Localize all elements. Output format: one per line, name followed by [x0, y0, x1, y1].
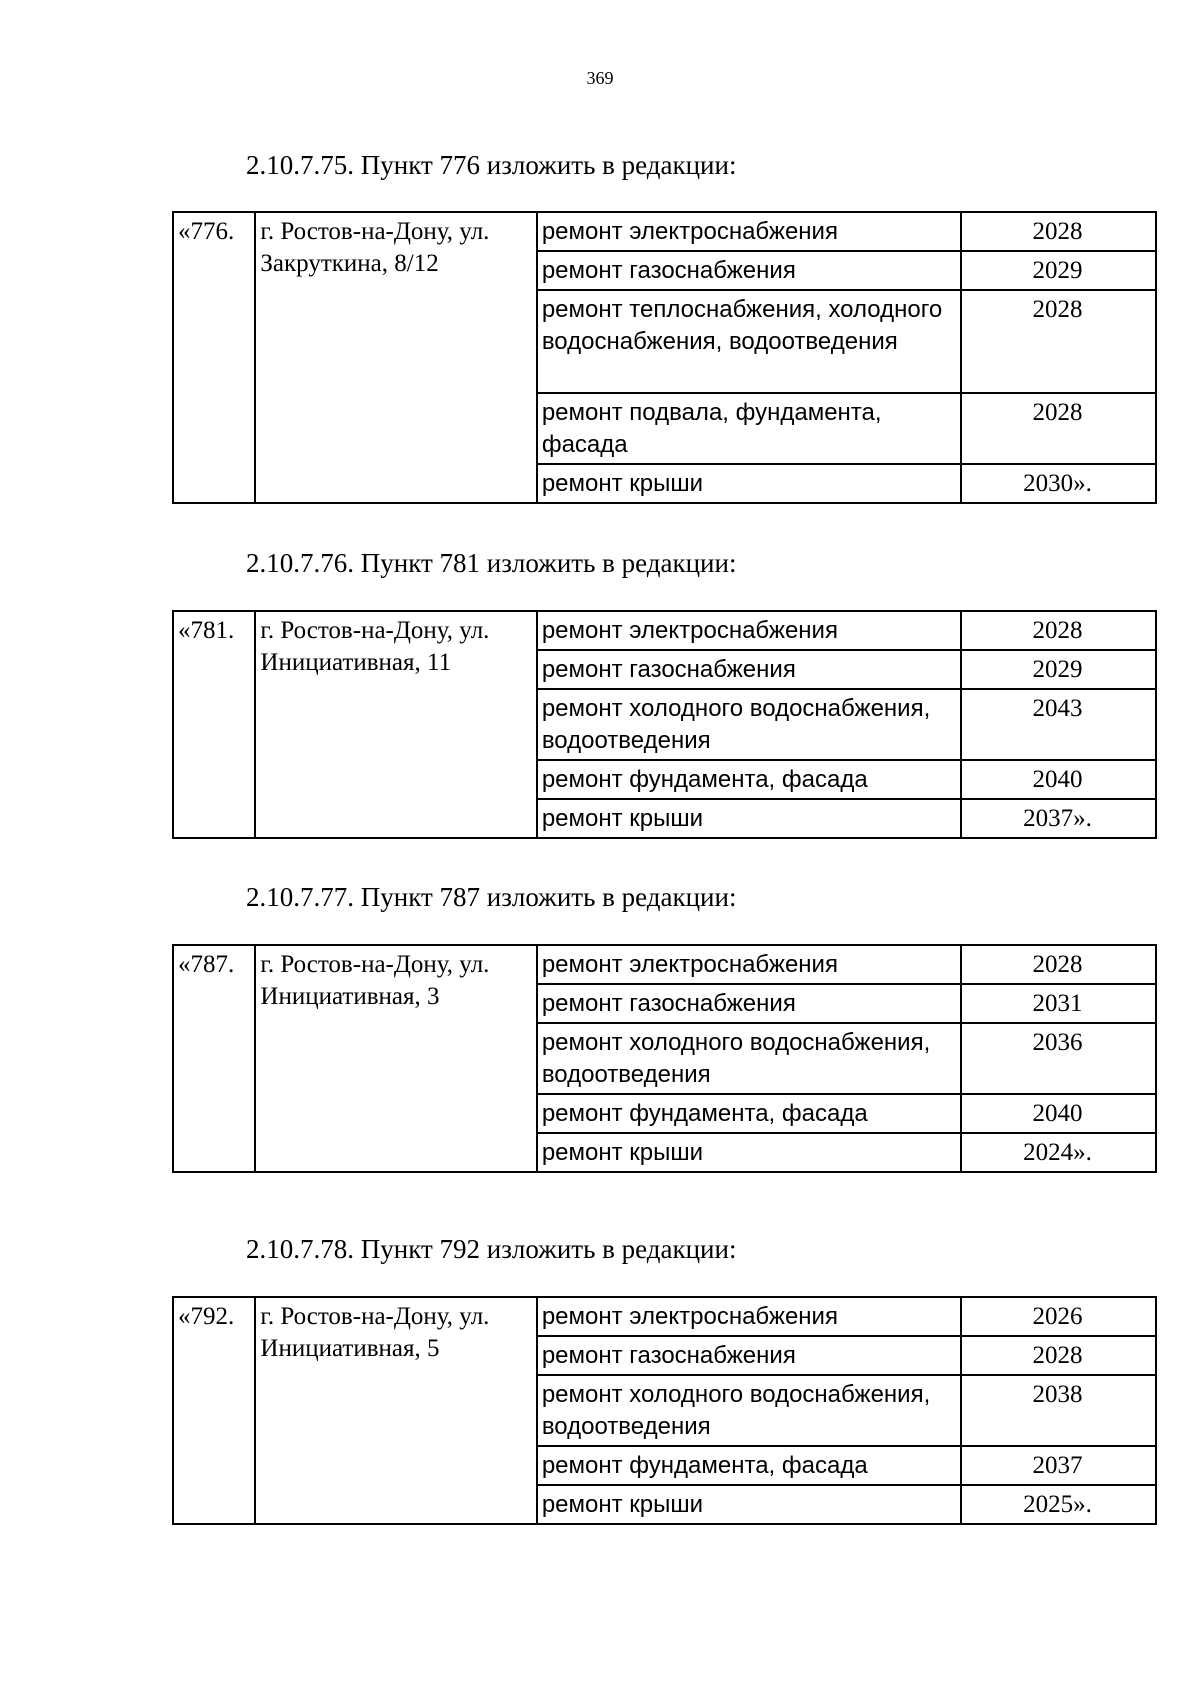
item-address: г. Ростов-на-Дону, ул. Инициативная, 3 — [255, 945, 536, 1172]
work-cell: ремонт электроснабжения — [537, 611, 961, 650]
item-address: г. Ростов-на-Дону, ул. Закруткина, 8/12 — [255, 212, 536, 503]
work-cell: ремонт газоснабжения — [537, 650, 961, 689]
year-cell: 2028 — [961, 393, 1156, 464]
table-row — [173, 945, 1156, 984]
work-cell: ремонт крыши — [537, 799, 961, 838]
section-heading: 2.10.7.77. Пункт 787 изложить в редакции: — [246, 882, 737, 912]
page-number: 369 — [586, 68, 614, 88]
year-cell: 2028 — [961, 212, 1156, 251]
item-number: «776. — [173, 212, 255, 503]
work-cell: ремонт электроснабжения — [537, 1297, 961, 1336]
year-cell: 2036 — [961, 1023, 1156, 1094]
year-cell: 2043 — [961, 689, 1156, 760]
amendment-table — [172, 610, 1157, 839]
year-cell: 2028 — [961, 945, 1156, 984]
year-cell: 2030». — [961, 464, 1156, 503]
work-cell: ремонт электроснабжения — [537, 945, 961, 984]
work-cell: ремонт электроснабжения — [537, 212, 961, 251]
section-heading: 2.10.7.78. Пункт 792 изложить в редакции: — [246, 1234, 737, 1264]
year-cell: 2031 — [961, 984, 1156, 1023]
work-cell: ремонт крыши — [537, 1485, 961, 1524]
section-heading: 2.10.7.76. Пункт 781 изложить в редакции: — [246, 548, 737, 578]
year-cell: 2040 — [961, 1094, 1156, 1133]
amendment-table — [172, 944, 1157, 1173]
year-cell: 2024». — [961, 1133, 1156, 1172]
item-number: «781. — [173, 611, 255, 838]
work-cell: ремонт газоснабжения — [537, 1336, 961, 1375]
work-cell: ремонт холодного водоснабжения, водоотведения — [537, 1023, 961, 1094]
table-row — [173, 212, 1156, 251]
work-cell: ремонт фундамента, фасада — [537, 1446, 961, 1485]
item-number: «792. — [173, 1297, 255, 1524]
work-cell: ремонт фундамента, фасада — [537, 1094, 961, 1133]
work-cell: ремонт теплоснабжения, холодного водоснабжения, водоотведения — [537, 290, 961, 393]
year-cell: 2026 — [961, 1297, 1156, 1336]
year-cell: 2028 — [961, 290, 1156, 393]
work-cell: ремонт газоснабжения — [537, 984, 961, 1023]
work-cell: ремонт газоснабжения — [537, 251, 961, 290]
year-cell: 2028 — [961, 611, 1156, 650]
year-cell: 2028 — [961, 1336, 1156, 1375]
year-cell: 2037 — [961, 1446, 1156, 1485]
work-cell: ремонт крыши — [537, 464, 961, 503]
amendment-table — [172, 211, 1157, 504]
year-cell: 2037». — [961, 799, 1156, 838]
year-cell: 2029 — [961, 650, 1156, 689]
year-cell: 2029 — [961, 251, 1156, 290]
work-cell: ремонт холодного водоснабжения, водоотведения — [537, 689, 961, 760]
table-row — [173, 1297, 1156, 1336]
work-cell: ремонт холодного водоснабжения, водоотведения — [537, 1375, 961, 1446]
table-row — [173, 611, 1156, 650]
year-cell: 2025». — [961, 1485, 1156, 1524]
item-address: г. Ростов-на-Дону, ул. Инициативная, 5 — [255, 1297, 536, 1524]
year-cell: 2038 — [961, 1375, 1156, 1446]
item-number: «787. — [173, 945, 255, 1172]
year-cell: 2040 — [961, 760, 1156, 799]
work-cell: ремонт подвала, фундамента, фасада — [537, 393, 961, 464]
amendment-table — [172, 1296, 1157, 1525]
work-cell: ремонт фундамента, фасада — [537, 760, 961, 799]
work-cell: ремонт крыши — [537, 1133, 961, 1172]
section-heading: 2.10.7.75. Пункт 776 изложить в редакции: — [246, 150, 737, 180]
item-address: г. Ростов-на-Дону, ул. Инициативная, 11 — [255, 611, 536, 838]
